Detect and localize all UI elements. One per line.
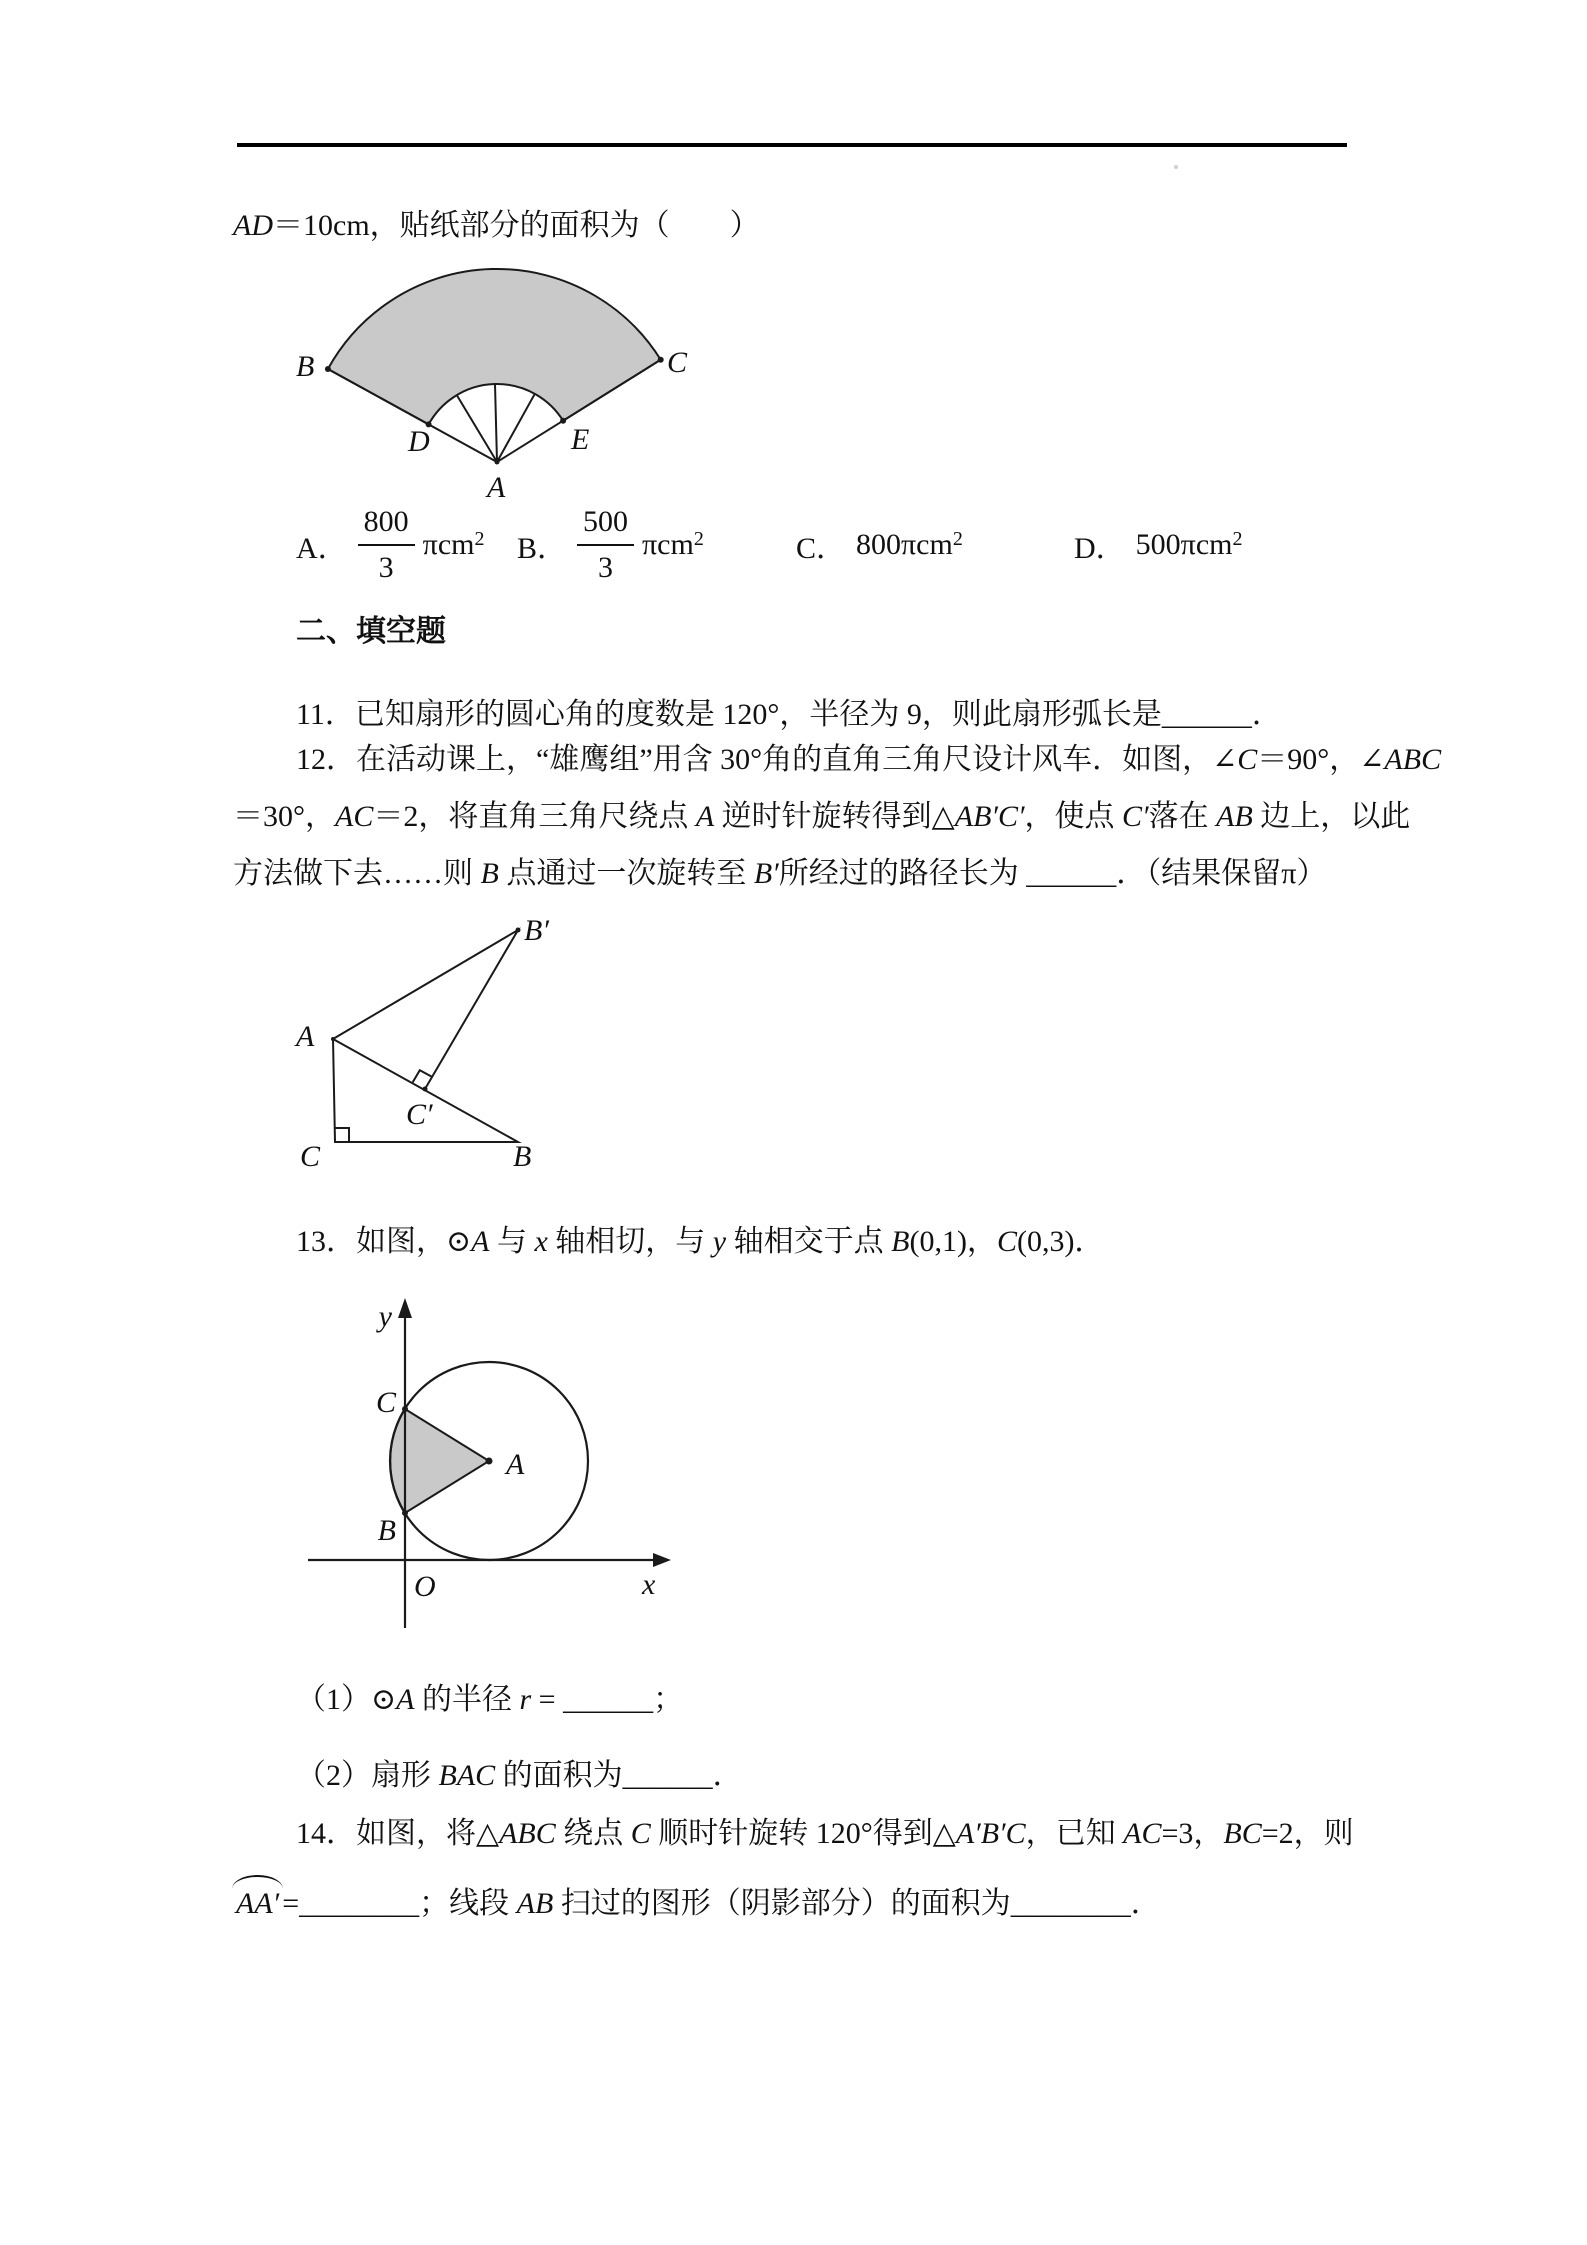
q14-stem-line1: 14．如图，将△ABC 绕点 C 顺时针旋转 120°得到△A′B′C，已知 AC=3，BC=2，则 — [296, 1817, 1354, 1850]
option-d — [1074, 502, 1242, 588]
option-c-letter: C． — [796, 532, 847, 565]
axes-label-B: B — [377, 1514, 396, 1547]
triangle-label-B: B — [513, 1140, 532, 1173]
q13-stem: 13．如图，⊙A 与 x 轴相切，与 y 轴相交于点 B(0,1)，C(0,3)． — [296, 1225, 1105, 1258]
fan-label-A: A — [487, 471, 506, 504]
fan-label-E: E — [571, 423, 590, 456]
fan-figure — [290, 255, 700, 505]
q12-stem-line1: 12．在活动课上，“雄鹰组”用含 30°角的直角三角尺设计风车．如图，∠C＝90°，∠ABC — [296, 743, 1442, 776]
q10-stem-tail: AD＝10cm，贴纸部分的面积为（ ） — [233, 209, 760, 242]
x-axis-arrow — [653, 1553, 671, 1567]
q14-stem-line2: AA′ =________；线段 AB 扫过的图形（阴影部分）的面积为________． — [233, 1884, 1161, 1924]
fan-label-C: C — [667, 346, 688, 379]
q12-stem-line3: 方法做下去……则 B 点通过一次旋转至 B′所经过的路径长为 ______．（结果保留π） — [233, 857, 1327, 890]
option-c — [796, 502, 963, 588]
option-a-fraction: $\frac{800}{3}$ — [358, 507, 415, 583]
axes-label-A: A — [506, 1448, 525, 1481]
option-b — [517, 502, 704, 588]
scan-artifact-dot — [1174, 165, 1178, 169]
triangle-vertex-dots — [331, 928, 521, 1092]
axes-label-y: y — [378, 1300, 392, 1333]
axes-label-C: C — [375, 1386, 396, 1419]
option-b-fraction: $\frac{500}{3}$ — [577, 507, 634, 583]
fan-spokes — [457, 384, 535, 462]
circle-axes-figure — [280, 1278, 680, 1648]
header-rule — [237, 143, 1347, 147]
option-a-letter: A． — [296, 532, 348, 565]
option-c-unit: 800πcm$^2$ — [856, 528, 963, 561]
fan-shaded-region — [328, 269, 661, 424]
triangle-label-C: C — [300, 1140, 321, 1173]
option-d-letter: D． — [1074, 532, 1126, 565]
arc-AA-term: AA′ — [233, 1884, 282, 1924]
section-title: 二、填空题 — [296, 615, 446, 648]
option-b-unit: πcm$^2$ — [642, 528, 704, 561]
fan-label-B: B — [296, 350, 315, 383]
option-b-letter: B． — [517, 532, 568, 565]
rotated-triangle-figure — [270, 912, 590, 1182]
q13-sub1: （1）⊙A 的半径 r = ______； — [296, 1683, 684, 1716]
triangle-ABprime — [333, 930, 518, 1089]
triangle-label-Bprime: B′ — [524, 914, 549, 947]
option-d-unit: 500πcm$^2$ — [1135, 528, 1243, 561]
axes-label-O: O — [414, 1570, 436, 1603]
q13-sub2: （2）扇形 BAC 的面积为______． — [296, 1759, 743, 1792]
arc-hat — [232, 1875, 283, 1889]
q12-stem-line2: ＝30°，AC＝2，将直角三角尺绕点 A 逆时针旋转得到△AB′C′，使点 C′落在 AB 边上，以此 — [233, 800, 1411, 833]
axes-label-x: x — [642, 1568, 656, 1601]
y-axis-arrow — [398, 1298, 412, 1318]
option-a-unit: πcm$^2$ — [422, 528, 485, 561]
right-angle-mark-C — [335, 1128, 349, 1142]
triangle-label-Cprime: C′ — [406, 1098, 433, 1131]
triangle-label-A: A — [296, 1020, 315, 1053]
option-a — [296, 502, 484, 588]
q11-stem: 11．已知扇形的圆心角的度数是 120°，半径为 9，则此扇形弧长是______． — [296, 698, 1282, 731]
fan-label-D: D — [408, 425, 430, 458]
